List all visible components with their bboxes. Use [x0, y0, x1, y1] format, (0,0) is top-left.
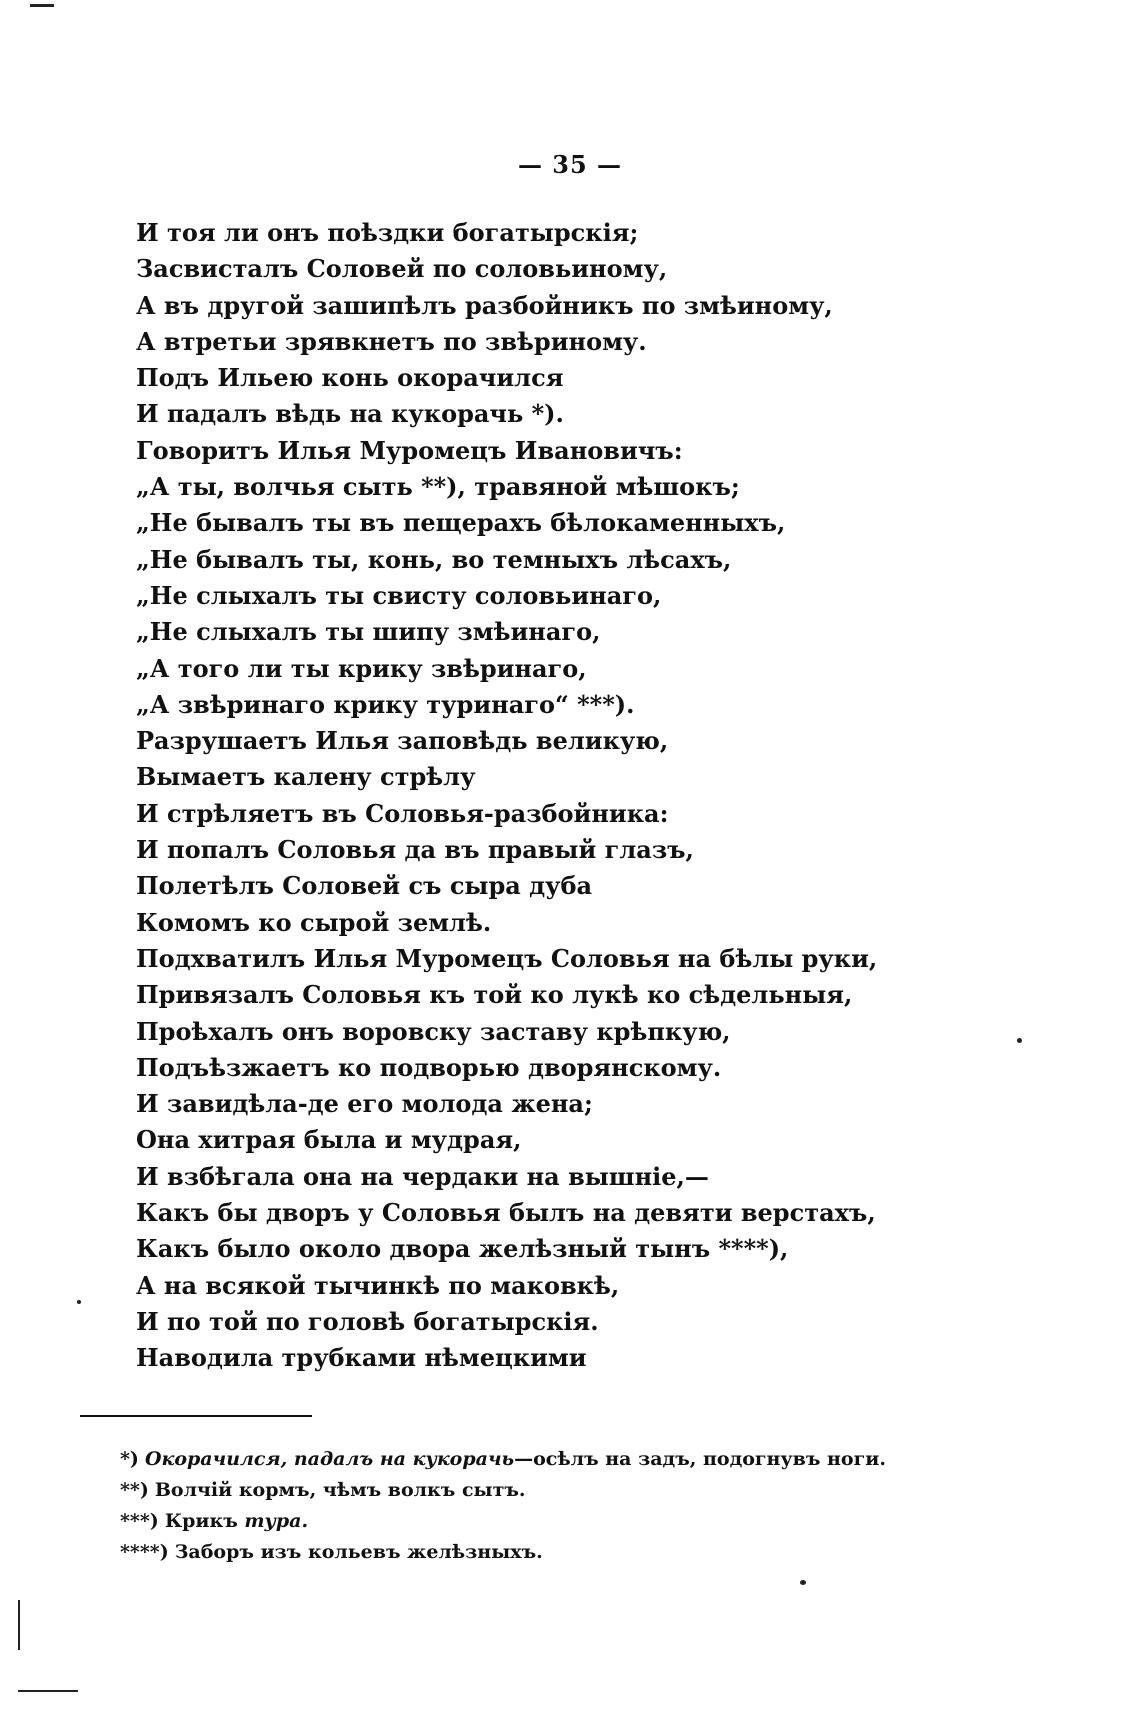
page-number: — 35 —	[517, 150, 623, 179]
verse-line: Подъѣзжаетъ ко подворью дворянскому.	[136, 1052, 722, 1082]
verse-line: Говоритъ Илья Муромецъ Ивановичъ:	[136, 435, 683, 465]
verse-line: Засвисталъ Соловей по соловьиному,	[136, 254, 668, 284]
footnote-text: Крикъ	[164, 1510, 245, 1532]
verse-line: Комомъ ко сырой землѣ.	[136, 907, 492, 937]
verse-line: И попалъ Соловья да въ правый глазъ,	[136, 835, 694, 865]
verse-line: „А звѣринаго крику туринаго“ ***).	[136, 689, 635, 719]
verse-line: И тоя ли онъ поѣздки богатырскія;	[136, 218, 639, 247]
footnote	[120, 1475, 886, 1506]
scan-speck	[800, 1580, 806, 1585]
footnote	[120, 1444, 886, 1475]
verse-line: Привязалъ Соловья къ той ко лукѣ ко сѣдельныя,	[136, 980, 853, 1010]
footnote-italic-text: Окорачился, падалъ на кукорачь	[144, 1448, 515, 1470]
verse-line: „Не слыхалъ ты свисту соловьинаго,	[136, 580, 662, 610]
verse-line: Подъ Ильею конь окорачился	[136, 363, 564, 393]
footnote	[120, 1537, 886, 1568]
verse-line: И падалъ вѣдь на кукорачь *).	[136, 399, 564, 429]
scan-edge-mark	[30, 4, 54, 7]
verse-line: „А ты, волчья сыть **), травяной мѣшокъ;	[136, 472, 740, 502]
footnote-italic-text: тура.	[244, 1510, 309, 1532]
verse-line: И по той по головѣ богатырскія.	[136, 1306, 599, 1336]
verse-line: Она хитрая была и мудрая,	[136, 1125, 522, 1155]
verse-line: И взбѣгала она на чердаки на вышніе,—	[136, 1161, 709, 1191]
verse-line: Какъ было около двора желѣзный тынъ ****),	[136, 1234, 789, 1264]
verse-line: А въ другой зашипѣлъ разбойникъ по змѣиному,	[136, 290, 833, 320]
verse-line: Наводила трубками нѣмецкими	[136, 1343, 587, 1373]
footnote-text: Волчій кормъ, чѣмъ волкъ сытъ.	[154, 1479, 526, 1501]
footnote-mark: ***)	[120, 1510, 159, 1532]
verse-line: Полетѣлъ Соловей съ сыра дуба	[136, 871, 593, 901]
verse-line: Разрушаетъ Илья заповѣдь великую,	[136, 726, 669, 756]
verse-line: Подхватилъ Илья Муромецъ Соловья на бѣлы руки,	[136, 943, 878, 973]
footnote-mark: ****)	[120, 1541, 169, 1563]
footnote	[120, 1506, 886, 1537]
footnote-divider	[80, 1415, 312, 1417]
scan-edge-mark	[18, 1690, 78, 1692]
verse-text	[136, 215, 877, 1377]
scan-edge-mark	[18, 1600, 20, 1650]
footnotes	[120, 1444, 886, 1568]
scan-speck	[1017, 1038, 1022, 1043]
footnote-text: Заборъ изъ кольевъ желѣзныхъ.	[174, 1541, 543, 1563]
verse-line: „Не бывалъ ты въ пещерахъ бѣлокаменныхъ,	[136, 508, 786, 538]
footnote-mark: **)	[120, 1479, 149, 1501]
verse-line: „Не бывалъ ты, конь, во темныхъ лѣсахъ,	[136, 544, 732, 574]
verse-line: А на всякой тычинкѣ по маковкѣ,	[136, 1270, 620, 1300]
verse-line: „А того ли ты крику звѣринаго,	[136, 653, 587, 683]
verse-line: И завидѣла-де его молода жена;	[136, 1089, 593, 1119]
footnote-text: —осѣлъ на задъ, подогнувъ ноги.	[514, 1448, 886, 1470]
verse-line: Какъ бы дворъ у Соловья былъ на девяти верстахъ,	[136, 1198, 876, 1228]
verse-line: Проѣхалъ онъ воровску заставу крѣпкую,	[136, 1016, 731, 1046]
verse-line: Вымаетъ калену стрѣлу	[136, 762, 476, 792]
verse-line: „Не слыхалъ ты шипу змѣинаго,	[136, 617, 601, 647]
verse-line: А втретьи зрявкнетъ по звѣриному.	[136, 326, 647, 356]
scan-speck	[77, 1300, 81, 1304]
verse-line: И стрѣляетъ въ Соловья-разбойника:	[136, 798, 669, 828]
footnote-mark: *)	[120, 1448, 139, 1470]
